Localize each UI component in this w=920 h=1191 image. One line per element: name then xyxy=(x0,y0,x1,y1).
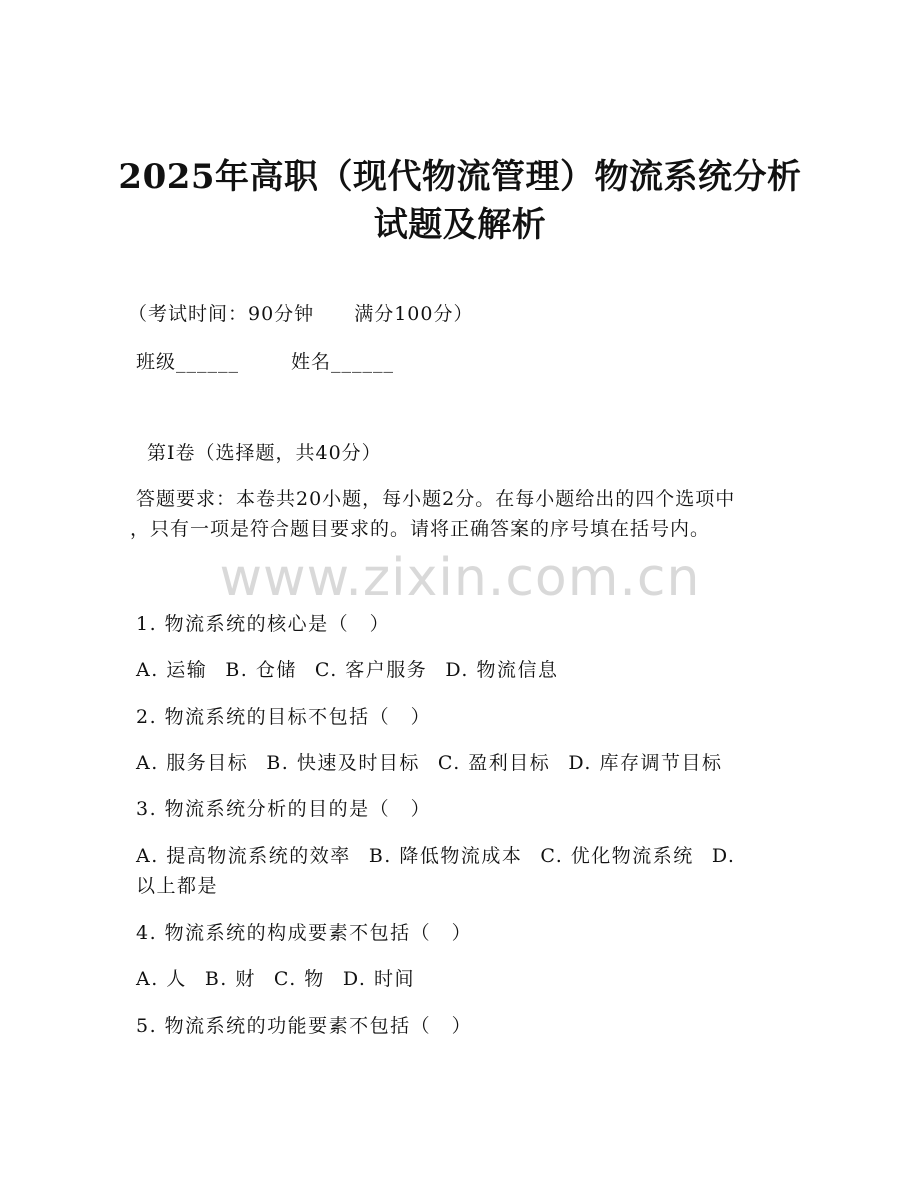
question-stem: 1. 物流系统的核心是（ ） xyxy=(136,613,391,635)
option-b: B. 财 xyxy=(204,968,256,990)
option-a: A. 提高物流系统的效率 xyxy=(136,845,351,867)
option-d: D. 时间 xyxy=(342,968,415,990)
option-a: A. 运输 xyxy=(136,659,208,681)
class-field: 班级______ xyxy=(136,351,240,373)
option-d-continued: 以上都是 xyxy=(136,875,219,897)
option-b: B. 仓储 xyxy=(225,659,297,681)
page-title-line-2: 试题及解析 xyxy=(373,205,547,245)
option-a: A. 人 xyxy=(136,968,187,990)
question-stem: 5. 物流系统的功能要素不包括（ ） xyxy=(136,1015,473,1037)
option-b: B. 快速及时目标 xyxy=(266,752,420,774)
student-info xyxy=(136,349,394,375)
question-stem: 3. 物流系统分析的目的是（ ） xyxy=(136,798,432,820)
exam-info xyxy=(128,301,473,327)
option-c: C. 客户服务 xyxy=(314,659,428,681)
question-options xyxy=(136,657,558,683)
question-options xyxy=(136,750,722,776)
watermark: www.zixin.com.cn xyxy=(219,548,701,608)
page-title-line-1: 2025年高职（现代物流管理）物流系统分析 xyxy=(118,157,802,197)
question-options xyxy=(136,843,735,869)
option-d: D. xyxy=(711,845,736,867)
question-stem: 2. 物流系统的目标不包括（ ） xyxy=(136,706,432,728)
instructions-line-2: ，只有一项是符合题目要求的。请将正确答案的序号填在括号内。 xyxy=(130,518,711,540)
instructions-line-1: 答题要求：本卷共20小题，每小题2分。在每小题给出的四个选项中 xyxy=(136,488,736,510)
question-options xyxy=(136,966,415,992)
option-a: A. 服务目标 xyxy=(136,752,249,774)
option-d: D. 库存调节目标 xyxy=(568,752,723,774)
option-c: C. 物 xyxy=(273,968,325,990)
option-d: D. 物流信息 xyxy=(445,659,559,681)
exam-time: （考试时间：90分钟 xyxy=(128,303,315,325)
question-stem: 4. 物流系统的构成要素不包括（ ） xyxy=(136,922,473,944)
section-title: 第I卷（选择题，共40分） xyxy=(147,442,382,464)
name-field: 姓名______ xyxy=(291,351,395,373)
option-c: C. 优化物流系统 xyxy=(540,845,694,867)
option-c: C. 盈利目标 xyxy=(437,752,551,774)
exam-full-score: 满分100分） xyxy=(354,303,474,325)
option-b: B. 降低物流成本 xyxy=(368,845,523,867)
